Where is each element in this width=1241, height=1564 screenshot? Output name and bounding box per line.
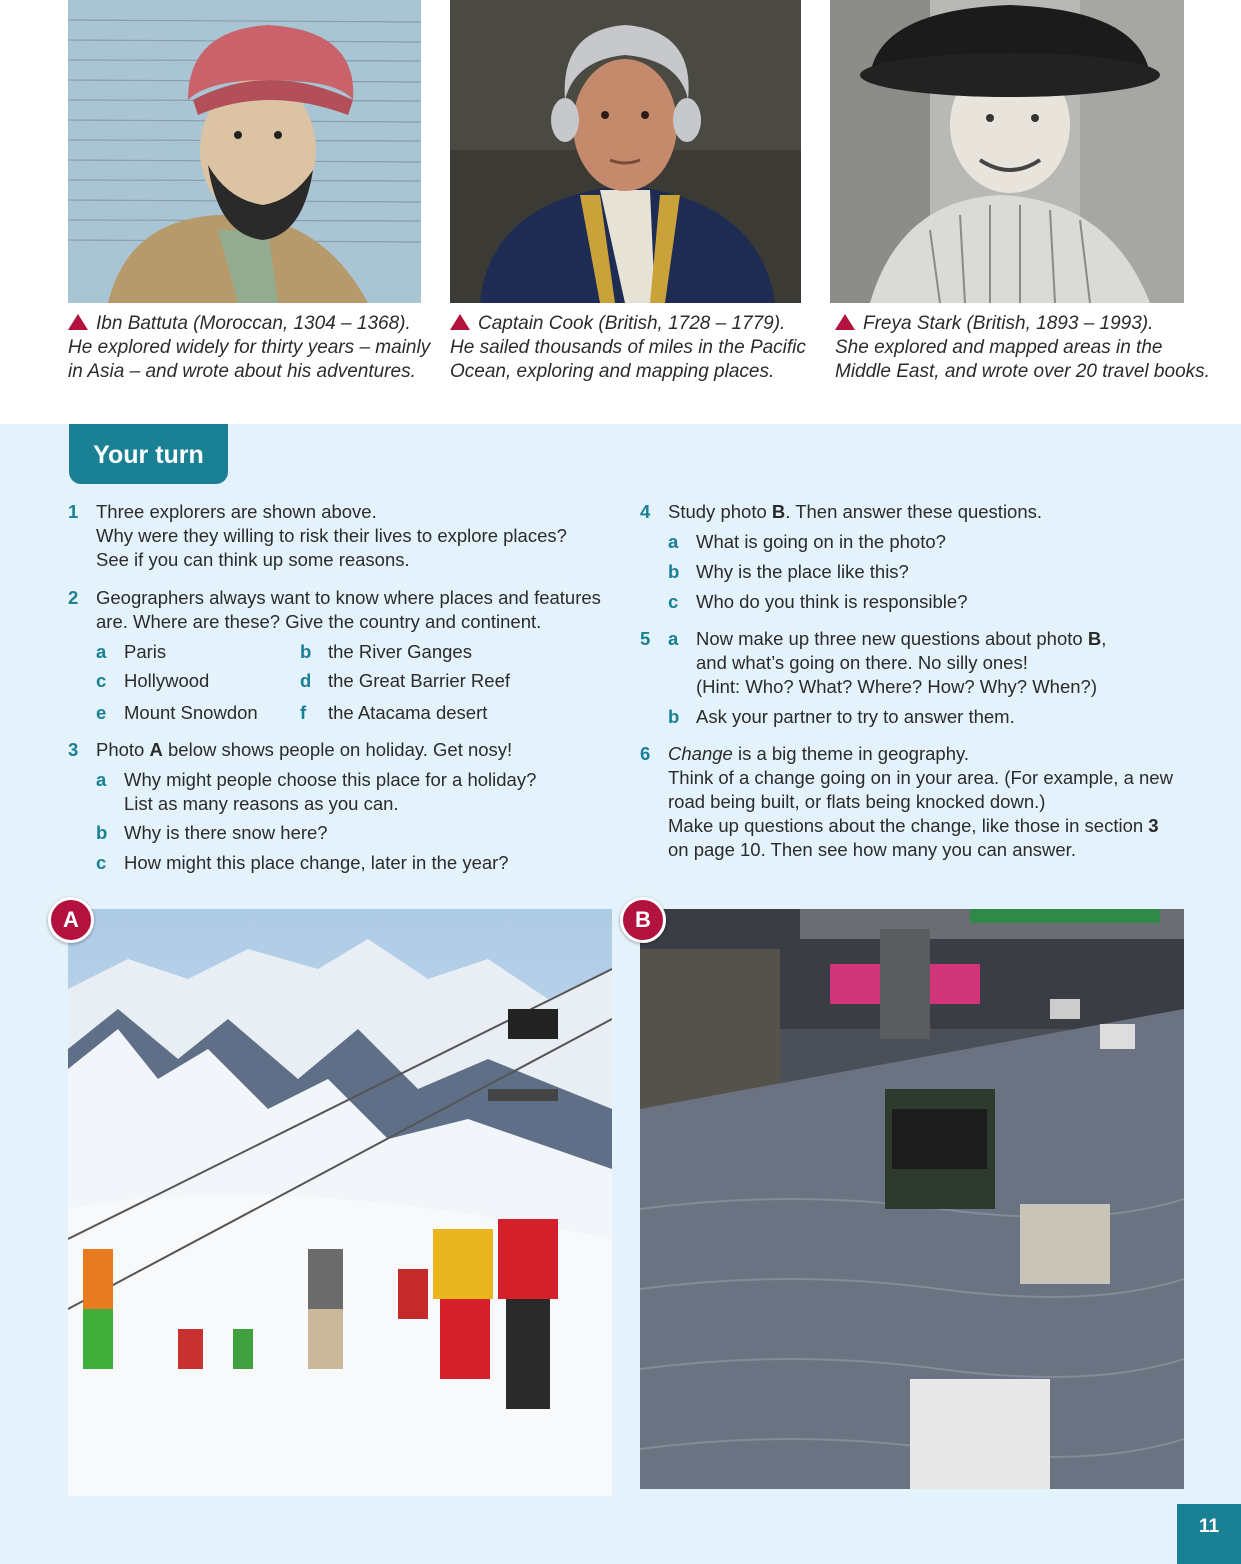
page-number: 11: [1177, 1504, 1241, 1564]
freya-stark-caption: Freya Stark (British, 1893 – 1993). She explored and mapped areas in the Middle East, and wrote over 20 travel books.: [835, 313, 1210, 382]
triangle-icon: [835, 314, 855, 330]
your-turn-heading: Your turn: [69, 424, 228, 484]
photo-b-flooded-street: [640, 909, 1184, 1489]
photo-b-badge: B: [620, 897, 666, 943]
photo-a-ski-resort: [68, 909, 612, 1496]
captain-cook-portrait: [450, 0, 801, 303]
triangle-icon: [68, 314, 88, 330]
freya-stark-portrait: [830, 0, 1184, 303]
ibn-battuta-caption: Ibn Battuta (Moroccan, 1304 – 1368). He explored widely for thirty years – mainly in Asia – and wrote about his adventures.: [68, 313, 431, 382]
captain-cook-caption: Captain Cook (British, 1728 – 1779). He sailed thousands of miles in the Pacific Ocean, exploring and mapping places.: [450, 313, 806, 382]
triangle-icon: [450, 314, 470, 330]
ibn-battuta-portrait: [68, 0, 421, 303]
photo-a-badge: A: [48, 897, 94, 943]
